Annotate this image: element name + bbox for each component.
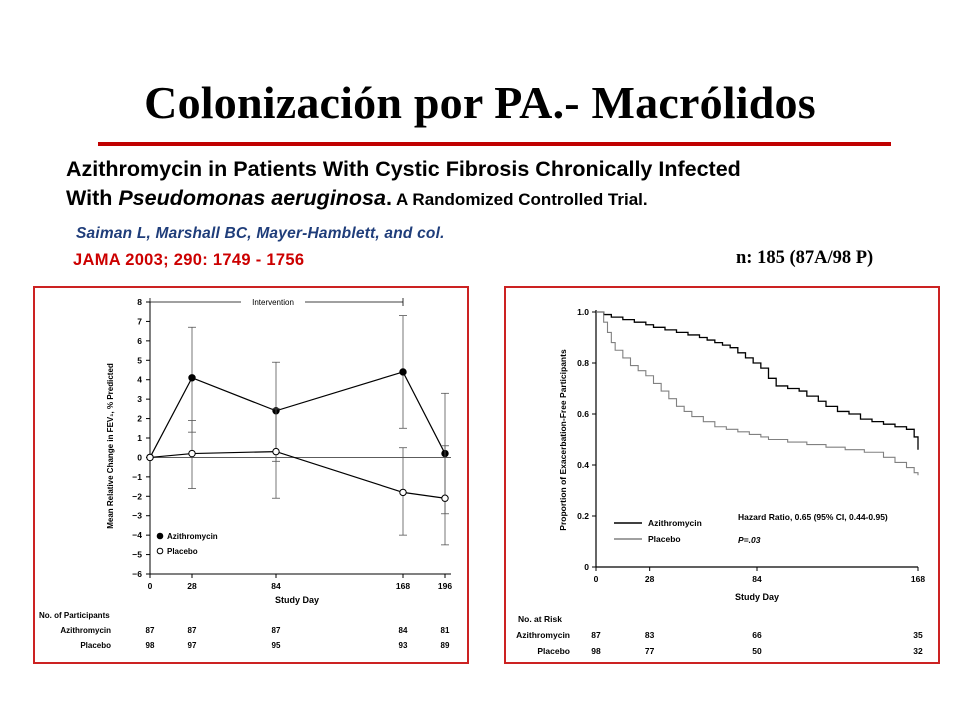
fev1-chart-panel [33,286,469,664]
table-cell: 98 [591,646,601,656]
fev1-chart [35,288,467,662]
data-point-placebo [442,495,448,501]
x-axis-title: Study Day [734,592,780,602]
legend-label: Placebo [648,534,681,544]
table-cell: 87 [145,626,155,635]
km-curve-placebo [596,312,918,475]
paper-title-line-1: Azithromycin in Patients With Cystic Fibrosis Chronically Infected [66,157,741,181]
y-tick-label: 0.6 [577,409,589,419]
table-cell: 50 [752,646,762,656]
y-tick-label: 2 [137,413,142,424]
x-tick-label: 168 [910,574,926,584]
km-curve-azithromycin [596,312,918,450]
y-tick-label: 0.8 [577,358,589,368]
table-cell: 93 [398,641,408,650]
series-line-azithromycin [150,372,445,457]
y-tick-label: 3 [137,394,142,405]
data-point-placebo [147,454,153,460]
x-tick-label: 28 [187,581,197,591]
y-tick-label: −2 [132,491,142,502]
y-tick-label: 0 [137,452,142,463]
table-cell: 98 [145,641,155,650]
table-cell: 87 [187,626,197,635]
legend-label: Placebo [167,547,198,556]
table-row-label: Placebo [537,646,570,656]
table-cell: 35 [913,630,923,640]
y-axis-title: Mean Relative Change in FEV₁, % Predicted [106,363,115,529]
data-point-azithromycin [400,369,406,375]
x-tick-label: 0 [147,581,153,591]
table-cell: 32 [913,646,923,656]
y-tick-label: 0.2 [577,511,589,521]
x-tick-label: 168 [395,581,411,591]
x-axis-title: Study Day [274,595,320,605]
y-tick-label: −5 [132,549,142,560]
table-cell: 84 [398,626,408,635]
table-cell: 89 [440,641,450,650]
paper-title-period: . [385,186,392,210]
table-cell: 87 [591,630,601,640]
table-cell: 77 [644,646,655,656]
exacerbation-chart-panel [504,286,940,664]
y-tick-label: 1 [137,433,142,443]
authors [76,225,445,243]
y-tick-label: −4 [132,530,142,541]
legend-label: Azithromycin [167,532,218,541]
y-tick-label: 7 [137,316,142,327]
x-tick-label: 0 [593,574,599,584]
x-tick-label: 28 [644,574,655,584]
y-tick-label: 8 [137,297,142,307]
y-tick-label: 1.0 [577,307,589,317]
slide-title: Colonización por PA.- Macrólidos [144,77,816,128]
data-point-azithromycin [189,375,195,381]
y-tick-label: −3 [132,510,142,521]
paper-title-prefix: With [66,186,119,210]
authors-first: Saiman L [76,225,147,242]
paper-title-suffix: A Randomized Controlled Trial. [391,190,648,209]
title-underline [98,142,891,146]
hazard-ratio-annotation: Hazard Ratio, 0.65 (95% CI, 0.44-0.95) [738,512,888,522]
table-row-label: Placebo [80,641,111,650]
paper-title-organism: Pseudomonas aeruginosa [118,186,386,210]
table-cell: 66 [752,630,762,640]
y-tick-label: −6 [132,569,142,579]
table-cell: 81 [440,626,450,635]
y-tick-label: 0 [584,562,589,572]
paper-title-line-2 [66,186,648,211]
table-row-label: Azithromycin [516,630,570,640]
table-row-label: Azithromycin [60,626,111,635]
data-point-placebo [400,489,406,495]
journal-citation: JAMA 2003; 290: 1749 - 1756 [73,251,305,269]
table-cell: 97 [187,641,197,650]
legend-marker [157,533,163,539]
y-tick-label: 0.4 [577,460,589,470]
x-tick-label: 84 [271,581,281,591]
y-tick-label: −1 [132,471,142,482]
exacerbation-chart [506,288,938,662]
authors-rest: , Marshall BC, Mayer-Hamblett, and col. [146,225,445,242]
y-tick-label: 5 [137,355,142,366]
y-tick-label: 4 [137,374,142,385]
sample-size: n: 185 (87A/98 P) [736,248,874,268]
table-cell: 83 [644,630,655,640]
y-axis-title: Proportion of Exacerbation-Free Participants [558,349,568,531]
y-tick-label: 6 [137,335,142,346]
data-point-placebo [189,450,195,456]
legend-marker [157,548,163,554]
p-value-annotation: P=.03 [738,535,761,545]
table-cell: 87 [271,626,281,635]
table-header: No. at Risk [518,614,562,624]
x-tick-label: 84 [752,574,762,584]
data-point-placebo [273,448,279,454]
x-tick-label: 196 [437,581,453,591]
table-cell: 95 [271,641,281,650]
intervention-label: Intervention [252,298,294,307]
legend-label: Azithromycin [648,518,702,528]
table-header: No. of Participants [39,611,110,620]
